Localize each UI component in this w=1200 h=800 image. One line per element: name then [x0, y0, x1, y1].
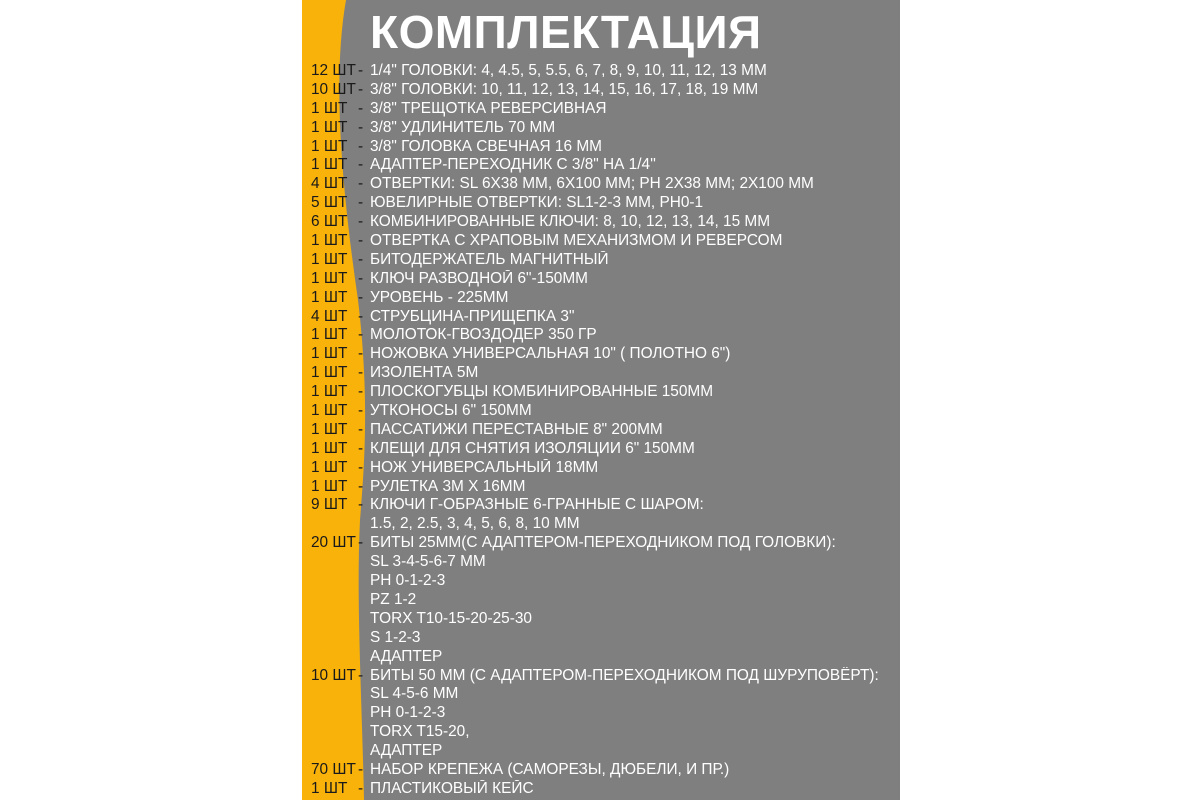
contents-card — [302, 0, 900, 800]
item-description: УТКОНОСЫ 6" 150ММ — [370, 402, 532, 420]
list-item — [311, 289, 896, 308]
item-separator: - — [358, 383, 364, 401]
item-description: ОТВЕРТКА С ХРАПОВЫМ МЕХАНИЗМОМ И РЕВЕРСОМ — [370, 232, 783, 250]
item-description: АДАПТЕР — [370, 647, 443, 665]
list-item — [311, 213, 896, 232]
item-description: БИТЫ 50 ММ (С АДАПТЕРОМ-ПЕРЕХОДНИКОМ ПОД ШУРУПОВЁРТ): — [370, 666, 879, 684]
list-item-continuation — [311, 629, 896, 648]
item-quantity: 1 ШТ — [311, 137, 348, 155]
list-item — [311, 175, 896, 194]
item-quantity: 1 ШТ — [311, 383, 348, 401]
item-description: 3/8" ТРЕЩОТКА РЕВЕРСИВНАЯ — [370, 99, 607, 117]
item-separator: - — [358, 269, 364, 287]
list-item — [311, 667, 896, 686]
item-quantity: 12 ШТ — [311, 62, 356, 79]
item-separator: - — [358, 62, 364, 79]
item-quantity: 1 ШТ — [311, 439, 348, 457]
item-description: РУЛЕТКА 3М Х 16ММ — [370, 477, 526, 495]
item-description: SL 3-4-5-6-7 ММ — [370, 553, 486, 571]
item-quantity: 1 ШТ — [311, 364, 348, 382]
list-item-continuation — [311, 572, 896, 591]
item-description: КЛЮЧ РАЗВОДНОЙ 6"-150ММ — [370, 269, 588, 287]
item-quantity: 1 ШТ — [311, 250, 348, 268]
list-item — [311, 459, 896, 478]
item-description: МОЛОТОК-ГВОЗДОДЕР 350 ГР — [370, 326, 597, 344]
list-item — [311, 421, 896, 440]
item-separator: - — [358, 307, 364, 325]
list-item — [311, 364, 896, 383]
item-quantity: 4 ШТ — [311, 175, 348, 193]
item-description: ИЗОЛЕНТА 5М — [370, 364, 479, 382]
list-item — [311, 761, 896, 780]
page-title: КОМПЛЕКТАЦИЯ — [370, 6, 762, 58]
item-description: 1.5, 2, 2.5, 3, 4, 5, 6, 8, 10 ММ — [370, 515, 580, 533]
item-separator: - — [358, 779, 364, 797]
item-quantity: 1 ШТ — [311, 326, 348, 344]
item-description: S 1-2-3 — [370, 628, 421, 646]
item-quantity: 1 ШТ — [311, 269, 348, 287]
item-separator: - — [358, 137, 364, 155]
item-description: УРОВЕНЬ - 225ММ — [370, 288, 509, 306]
list-item — [311, 100, 896, 119]
item-separator: - — [358, 175, 364, 193]
item-description: КЛЮЧИ Г-ОБРАЗНЫЕ 6-ГРАННЫЕ С ШАРОМ: — [370, 496, 704, 514]
item-quantity: 1 ШТ — [311, 118, 348, 136]
item-description: TORX T10-15-20-25-30 — [370, 609, 532, 627]
item-quantity: 70 ШТ — [311, 760, 356, 778]
item-quantity: 1 ШТ — [311, 232, 348, 250]
list-item — [311, 402, 896, 421]
item-quantity: 1 ШТ — [311, 288, 348, 306]
item-description: PZ 1-2 — [370, 590, 417, 608]
item-separator: - — [358, 250, 364, 268]
item-separator: - — [358, 156, 364, 174]
list-item-continuation — [311, 591, 896, 610]
list-item — [311, 345, 896, 364]
item-description: НАБОР КРЕПЕЖА (САМОРЕЗЫ, ДЮБЕЛИ, И ПР.) — [370, 760, 730, 778]
item-separator: - — [358, 326, 364, 344]
list-item — [311, 138, 896, 157]
item-separator: - — [358, 666, 364, 684]
item-separator: - — [358, 232, 364, 250]
item-separator: - — [358, 534, 364, 552]
item-separator: - — [358, 194, 364, 212]
list-item — [311, 81, 896, 100]
item-quantity: 1 ШТ — [311, 156, 348, 174]
list-item — [311, 496, 896, 515]
item-description: КЛЕЩИ ДЛЯ СНЯТИЯ ИЗОЛЯЦИИ 6" 150ММ — [370, 439, 695, 457]
item-separator: - — [358, 477, 364, 495]
item-quantity: 1 ШТ — [311, 420, 348, 438]
list-item-continuation — [311, 742, 896, 761]
item-quantity: 20 ШТ — [311, 534, 356, 552]
item-separator: - — [358, 213, 364, 231]
item-description: SL 4-5-6 ММ — [370, 685, 459, 703]
item-quantity: 6 ШТ — [311, 213, 348, 231]
item-separator: - — [358, 345, 364, 363]
item-quantity: 10 ШТ — [311, 666, 356, 684]
item-separator: - — [358, 80, 364, 98]
list-item — [311, 780, 896, 799]
list-item-continuation — [311, 704, 896, 723]
list-item-continuation — [311, 610, 896, 629]
item-quantity: 4 ШТ — [311, 307, 348, 325]
item-separator: - — [358, 420, 364, 438]
item-description: PH 0-1-2-3 — [370, 572, 446, 590]
item-quantity: 5 ШТ — [311, 194, 348, 212]
item-quantity: 1 ШТ — [311, 458, 348, 476]
item-quantity: 1 ШТ — [311, 99, 348, 117]
list-item — [311, 119, 896, 138]
item-quantity: 1 ШТ — [311, 345, 348, 363]
item-separator: - — [358, 288, 364, 306]
list-item-continuation — [311, 648, 896, 667]
item-quantity: 1 ШТ — [311, 779, 348, 797]
item-description: TORX T15-20, — [370, 723, 470, 741]
item-quantity: 1 ШТ — [311, 402, 348, 420]
item-quantity: 9 ШТ — [311, 496, 348, 514]
item-separator: - — [358, 402, 364, 420]
item-description: ОТВЕРТКИ: SL 6X38 ММ, 6X100 ММ; PH 2X38 ММ; 2X100 ММ — [370, 175, 814, 193]
item-separator: - — [358, 364, 364, 382]
item-description: 1/4" ГОЛОВКИ: 4, 4.5, 5, 5.5, 6, 7, 8, 9, 10, 11, 12, 13 ММ — [370, 62, 767, 79]
item-description: АДАПТЕР — [370, 742, 443, 760]
contents-list — [311, 62, 896, 799]
list-item — [311, 156, 896, 175]
list-item-continuation — [311, 553, 896, 572]
item-description: АДАПТЕР-ПЕРЕХОДНИК С 3/8" НА 1/4'' — [370, 156, 656, 174]
item-separator: - — [358, 118, 364, 136]
list-item — [311, 194, 896, 213]
list-item — [311, 308, 896, 327]
item-description: ПЛАСТИКОВЫЙ КЕЙС — [370, 779, 534, 797]
item-description: НОЖ УНИВЕРСАЛЬНЫЙ 18ММ — [370, 458, 599, 476]
list-item — [311, 383, 896, 402]
item-description: 3/8" ГОЛОВКА СВЕЧНАЯ 16 ММ — [370, 137, 602, 155]
item-description: ЮВЕЛИРНЫЕ ОТВЕРТКИ: SL1-2-3 ММ, PH0-1 — [370, 194, 704, 212]
item-description: 3/8" ГОЛОВКИ: 10, 11, 12, 13, 14, 15, 16, 17, 18, 19 ММ — [370, 80, 759, 98]
item-description: ПЛОСКОГУБЦЫ КОМБИНИРОВАННЫЕ 150ММ — [370, 383, 714, 401]
item-description: 3/8" УДЛИНИТЕЛЬ 70 ММ — [370, 118, 556, 136]
item-quantity: 1 ШТ — [311, 477, 348, 495]
item-quantity: 10 ШТ — [311, 80, 356, 98]
list-item — [311, 62, 896, 81]
list-item-continuation — [311, 685, 896, 704]
list-item — [311, 270, 896, 289]
item-separator: - — [358, 99, 364, 117]
list-item — [311, 440, 896, 459]
item-description: СТРУБЦИНА-ПРИЩЕПКА 3" — [370, 307, 575, 325]
item-separator: - — [358, 458, 364, 476]
item-description: ПАССАТИЖИ ПЕРЕСТАВНЫЕ 8" 200ММ — [370, 420, 663, 438]
list-item — [311, 232, 896, 251]
item-separator: - — [358, 760, 364, 778]
item-description: КОМБИНИРОВАННЫЕ КЛЮЧИ: 8, 10, 12, 13, 14, 15 ММ — [370, 213, 771, 231]
item-description: БИТЫ 25ММ(С АДАПТЕРОМ-ПЕРЕХОДНИКОМ ПОД ГОЛОВКИ): — [370, 534, 836, 552]
list-item — [311, 326, 896, 345]
list-item-continuation — [311, 723, 896, 742]
item-description: PH 0-1-2-3 — [370, 704, 446, 722]
list-item — [311, 534, 896, 553]
list-item — [311, 478, 896, 497]
item-description: НОЖОВКА УНИВЕРСАЛЬНАЯ 10" ( ПОЛОТНО 6") — [370, 345, 731, 363]
list-item — [311, 251, 896, 270]
item-separator: - — [358, 439, 364, 457]
item-separator: - — [358, 496, 364, 514]
list-item-continuation — [311, 515, 896, 534]
item-description: БИТОДЕРЖАТЕЛЬ МАГНИТНЫЙ — [370, 250, 609, 268]
